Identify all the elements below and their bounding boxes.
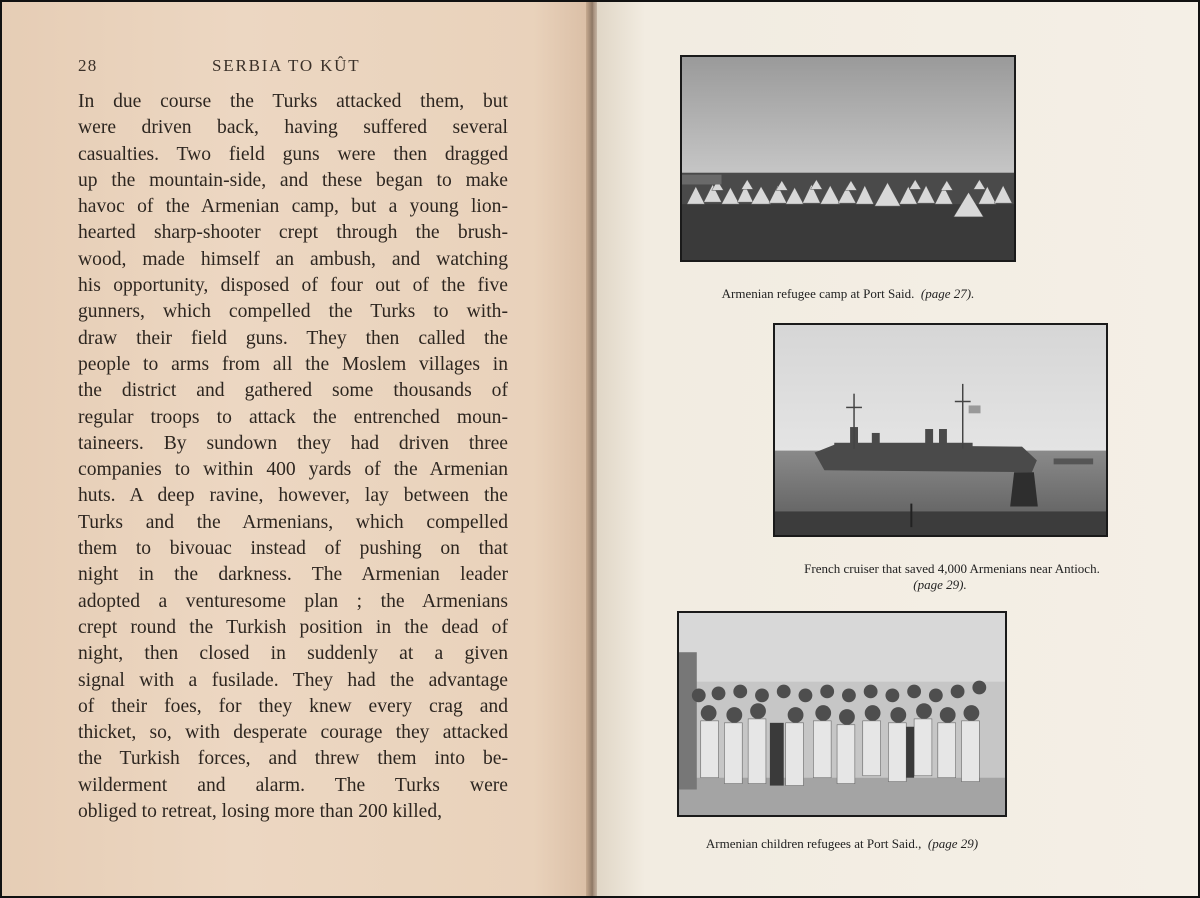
text-line: people to arms from all the Moslem villages in (78, 353, 508, 375)
text-line: night, then closed in suddenly at a given (78, 643, 508, 665)
text-line: night in the darkness. The Armenian leader (78, 564, 508, 586)
text-line: the Turkish forces, and threw them into be- (78, 748, 508, 770)
text-line: gunners, which compelled the Turks to with- (78, 301, 508, 323)
body-text (78, 89, 508, 825)
page-header (78, 56, 508, 84)
text-line: taineers. By sundown they had driven three (78, 432, 508, 454)
text-line: were driven back, having suffered several (78, 117, 508, 139)
text-line: the district and gathered some thousands of (78, 380, 508, 402)
text-line: wilderment and alarm. The Turks were (78, 774, 508, 796)
caption-children-refugees (677, 836, 1007, 852)
page-reference: (page 29) (927, 836, 979, 851)
text-line: his opportunity, disposed of four out of the five (78, 275, 508, 297)
text-line: regular troops to attack the entrenched moun- (78, 406, 508, 428)
text-line: up the mountain-side, and these began to make (78, 169, 508, 191)
photo-refugee-camp (680, 55, 1016, 262)
photo-children-refugees (677, 611, 1007, 817)
text-line: In due course the Turks attacked them, but (78, 91, 508, 112)
running-head: SERBIA TO KÛT (212, 56, 361, 75)
text-line: obliged to retreat, losing more than 200 killed, (78, 801, 443, 823)
text-line: Turks and the Armenians, which compelled (78, 511, 508, 533)
text-line: hearted sharp-shooter crept through the brush- (78, 222, 508, 244)
text-line: signal with a fusilade. They had the advantage (78, 669, 508, 691)
text-line: wood, made himself an ambush, and watching (78, 248, 508, 270)
caption-text: Armenian refugee camp at Port Said. (721, 286, 915, 301)
left-page (0, 0, 593, 898)
page-reference: (page 29). (913, 577, 967, 592)
text-line: thicket, so, with desperate courage they attacked (78, 722, 508, 744)
caption-french-cruiser (762, 561, 1142, 593)
photo-french-cruiser (773, 323, 1108, 537)
right-page (597, 0, 1200, 898)
text-line: havoc of the Armenian camp, but a young lion- (78, 196, 508, 218)
page-number: 28 (78, 56, 98, 75)
text-line: them to bivouac instead of pushing on that (78, 538, 508, 560)
caption-text: French cruiser that saved 4,000 Armenians near Antioch. (804, 561, 1100, 576)
text-line: huts. A deep ravine, however, lay between the (78, 485, 508, 507)
caption-refugee-camp (680, 286, 1016, 302)
caption-text: Armenian children refugees at Port Said., (705, 836, 922, 851)
text-line: adopted a venturesome plan ; the Armenians (78, 590, 508, 612)
text-line: draw their field guns. They then called the (78, 327, 508, 349)
text-line: companies to within 400 yards of the Armenian (78, 459, 508, 481)
text-line: of their foes, for they knew every crag and (78, 695, 508, 717)
page-reference: (page 27). (920, 286, 975, 301)
text-line: casualties. Two field guns were then dragged (78, 143, 508, 165)
text-line: crept round the Turkish position in the dead of (78, 616, 508, 638)
